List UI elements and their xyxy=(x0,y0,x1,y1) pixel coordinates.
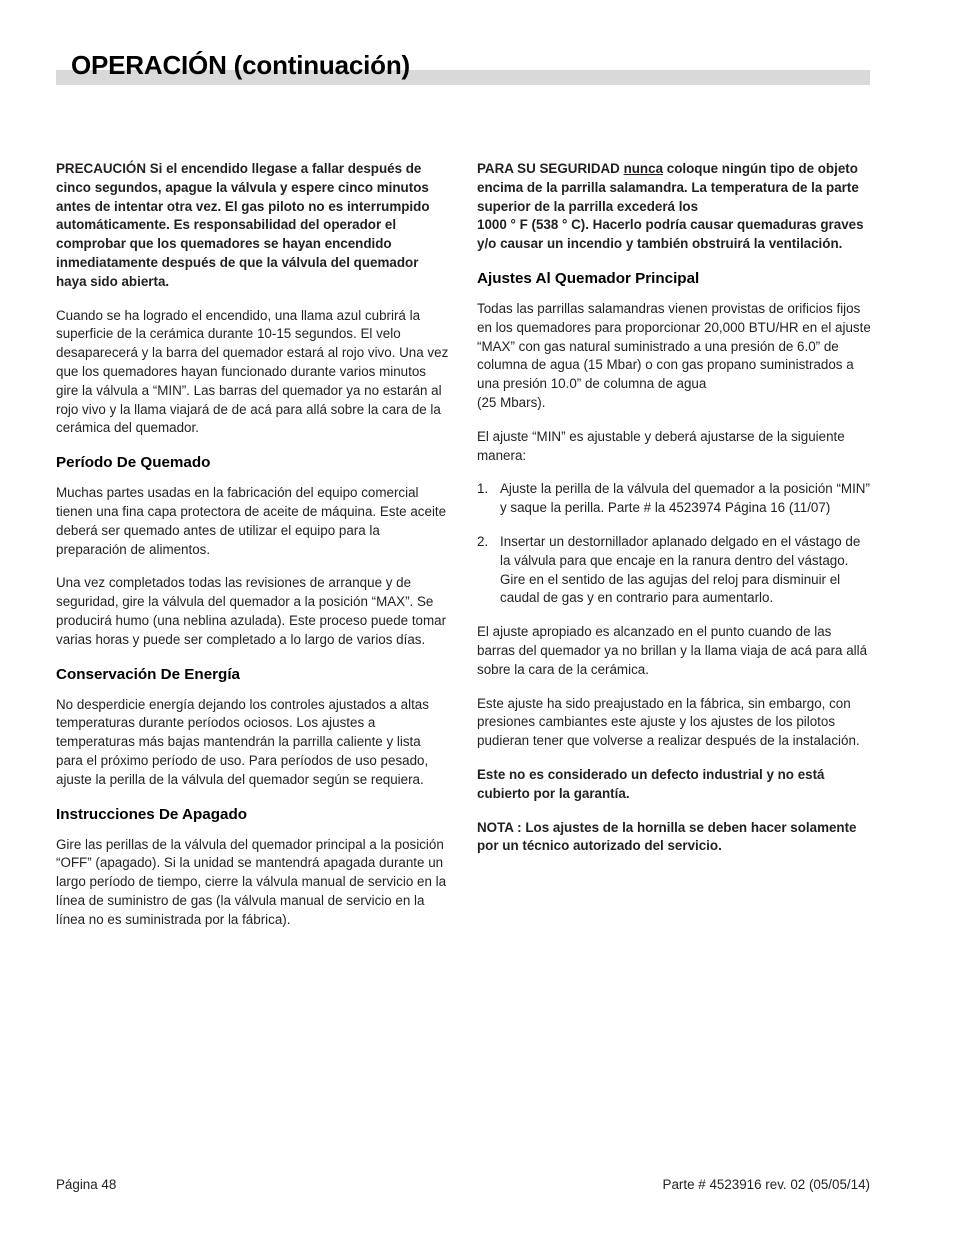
adjust-steps-list xyxy=(477,480,871,608)
burn-off-paragraph-2: Una vez completados todas las revisiones de arranque y de seguridad, gire la válvula del quemador a la posición “MAX”. Se producirá humo (una neblina azulada). Este proceso puede tomar varias horas y puede ser completado a lo largo de varios días. xyxy=(56,575,447,647)
burner-adjust-paragraph-2: El ajuste “MIN” es ajustable y deberá ajustarse de la siguiente manera: xyxy=(477,428,845,463)
burner-adjust-paragraph-4: Este ajuste ha sido preajustado en la fábrica, sin embargo, con presiones cambiantes este ajuste y los ajustes de los pilotos pudieran tener que volverse a realizar después de la instalación. xyxy=(477,695,860,749)
part-number: Parte # 4523916 rev. 02 (05/05/14) xyxy=(662,1177,870,1192)
burner-adjust-paragraph-3: El ajuste apropiado es alcanzado en el punto cuando de las barras del quemador ya no brillan y la llama viaja de acá para allá sobre la cara de la cerámica. xyxy=(477,624,868,677)
step-number: 2. xyxy=(477,533,489,549)
caution-paragraph: PRECAUCIÓN Si el encendido llegase a fallar después de cinco segundos, apague la válvula y espere cinco minutos antes de intentar otra vez. El gas piloto no es interrumpido automáticamente. Es responsabilidad del operador el comprobar que los quemadores se hayan encendido inmediatamente después de que la válvula del quemador haya sido abierta. xyxy=(56,161,430,289)
safety-text: coloque ningún tipo de objeto encima de la parrilla salamandra. La temperatura de la parte superior de la parrilla excederá los xyxy=(477,161,859,214)
energy-heading: Conservación De Energía xyxy=(56,665,241,683)
list-item xyxy=(477,533,871,608)
burn-off-heading: Período De Quemado xyxy=(56,454,211,472)
burner-adjust-text: Todas las parrillas salamandras vienen provistas de orificios fijos en los quemadores para proporcionar 20,000 BTU/HR en el ajuste “MAX” con gas natural suministrado a una presión de 6.0” de columna de agua (15 Mbar) o con gas propano suministrados a una presión 10.0” de columna de agua xyxy=(477,300,871,392)
defect-note: Este no es considerado un defecto industrial y no está cubierto por la garantía. xyxy=(477,766,825,801)
right-column xyxy=(477,160,871,871)
left-column xyxy=(56,160,450,945)
page-title: OPERACIÓN (continuación) xyxy=(71,50,410,80)
list-item xyxy=(477,480,871,518)
shutdown-heading: Instrucciones De Apagado xyxy=(56,805,248,823)
step-text: Ajuste la perilla de la válvula del quemador a la posición “MIN” y saque la perilla. Parte # la 4523974 Página 16 (11/07) xyxy=(500,481,870,516)
burner-adjust-heading: Ajustes Al Quemador Principal xyxy=(477,269,700,287)
step-number: 1. xyxy=(477,481,489,497)
safety-underlined-word: nunca xyxy=(623,161,664,176)
ignition-paragraph: Cuando se ha logrado el encendido, una llama azul cubrirá la superficie de la cerámica durante 10-15 segundos. El velo desaparecerá y la barra del quemador estará al rojo vivo. Una vez que los quemadores hayan funcionado durante varios minutos gire la válvula a “MIN”. Las barras del quemador ya no estarán al rojo vivo y la llama viajará de de acá para allá sobre la cara de la cerámica del quemador. xyxy=(56,307,449,436)
safety-paragraph xyxy=(477,160,871,254)
shutdown-paragraph: Gire las perillas de la válvula del quemador principal a la posición “OFF” (apagado). Si la unidad se mantendrá apagada durante un largo período de tiempo, cierre la válvula manual de servicio en la línea de suministro de gas (la válvula manual de servicio en la línea no es suministrada por la fábrica). xyxy=(56,836,447,927)
safety-text-2: 1000 ° F (538 ° C). Hacerlo podría causar quemaduras graves y/o causar un incendio y también obstruirá la ventilación. xyxy=(477,217,864,252)
energy-paragraph: No desperdicie energía dejando los controles ajustados a altas temperaturas durante períodos ociosos. Los ajustes a temperaturas más bajas mantendrán la parrilla caliente y lista para el próximo período de uso. Para períodos de uso pesado, ajuste la perilla de la válvula del quemador según se requiera. xyxy=(56,696,429,787)
burner-adjust-paragraph-1 xyxy=(477,300,871,413)
safety-prefix: PARA SU SEGURIDAD xyxy=(477,161,620,176)
page-number: Página 48 xyxy=(56,1177,117,1192)
burn-off-paragraph-1: Muchas partes usadas en la fabricación del equipo comercial tienen una fina capa protectora de aceite de máquina. Este aceite deberá ser quemado antes de utilizar el equipo para la preparación de alimentos. xyxy=(56,485,447,557)
service-note: NOTA : Los ajustes de la hornilla se deben hacer solamente por un técnico autorizado del servicio. xyxy=(477,819,857,854)
step-text: Insertar un destornillador aplanado delgado en el vástago de la válvula para que encaje en la ranura dentro del vástago. Gire en el sentido de las agujas del reloj para disminuir el caudal de gas y en contrario para aumentarlo. xyxy=(500,533,861,606)
burner-adjust-text-end: (25 Mbars). xyxy=(477,394,546,410)
